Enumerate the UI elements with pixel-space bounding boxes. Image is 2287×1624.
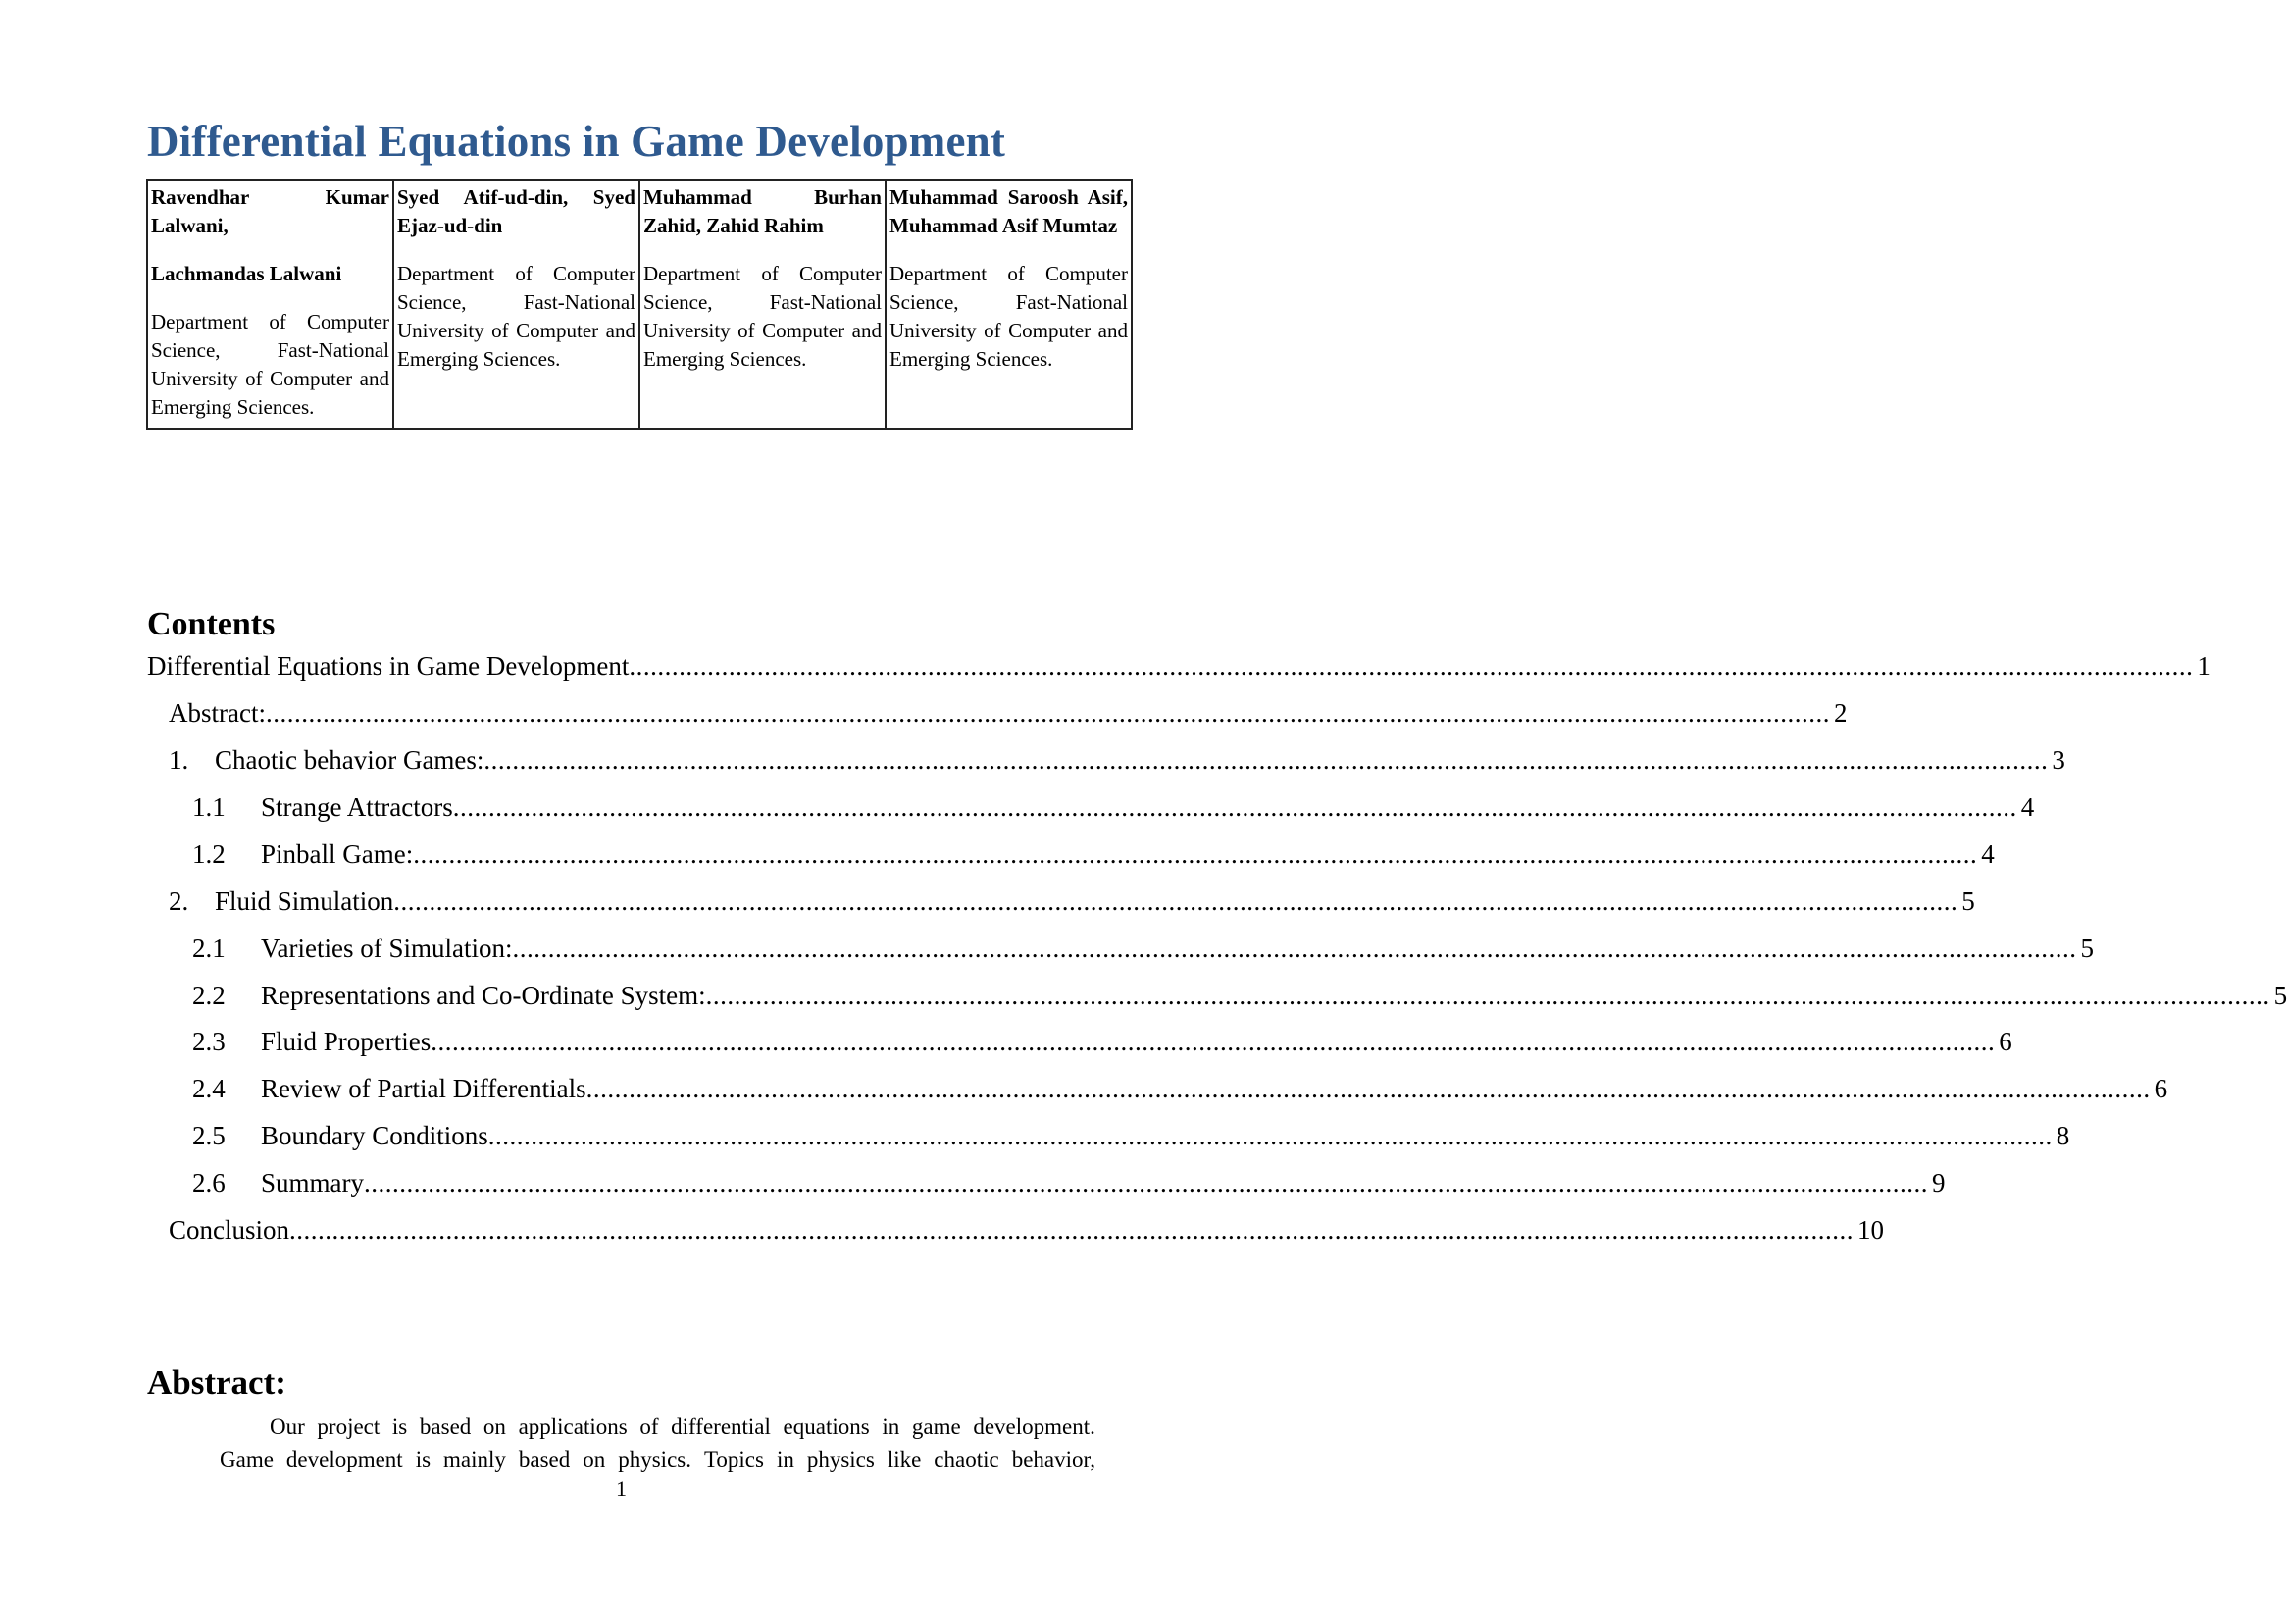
author-name: Lachmandas Lalwani — [151, 262, 342, 285]
toc-entry-text: Conclusion — [169, 1215, 290, 1244]
toc-entry-text: Differential Equations in Game Development — [147, 651, 630, 681]
page-number: 1 — [616, 1476, 627, 1500]
toc-leader: ............................................................................................................................................................................................................................ — [629, 651, 2194, 681]
author-cell-2 — [393, 180, 639, 429]
toc-entry-text: Strange Attractors — [261, 792, 453, 822]
document-title: Differential Equations in Game Development — [147, 117, 1006, 166]
author-affiliation: Department of Computer Science, Fast-National University of Computer and Emerging Sciences. — [889, 262, 1128, 371]
toc-leader: ............................................................................................................................................................................................................................ — [431, 1027, 1996, 1056]
author-name: Ravendhar Kumar Lalwani, — [151, 185, 389, 237]
toc-entry[interactable] — [192, 1121, 2070, 1154]
toc-page-number: 2 — [1833, 698, 1848, 728]
toc-entry[interactable] — [192, 1027, 2012, 1060]
toc-entry[interactable] — [169, 1215, 1885, 1248]
toc-page-number: 5 — [2273, 981, 2287, 1010]
toc-entry[interactable] — [169, 887, 1975, 920]
authors-table — [146, 179, 1133, 430]
author-name: Muhammad Burhan Zahid, Zahid Rahim — [643, 185, 882, 237]
toc-entry-text: Pinball Game: — [261, 839, 414, 869]
author-cell-3 — [639, 180, 886, 429]
toc-entry-number: 1. — [169, 745, 189, 775]
toc-entry-number: 2.6 — [192, 1168, 226, 1197]
toc-entry-number: 1.2 — [192, 839, 226, 869]
contents-heading: Contents — [147, 606, 276, 642]
toc-entry-text: Representations and Co-Ordinate System: — [261, 981, 706, 1010]
toc-entry[interactable] — [147, 651, 2211, 685]
author-cell-1 — [147, 180, 393, 429]
toc-entry-number: 2.3 — [192, 1027, 226, 1056]
toc-leader: ............................................................................................................................................................................................................................ — [585, 1074, 2151, 1103]
toc-entry[interactable] — [192, 981, 2287, 1014]
toc-leader: ............................................................................................................................................................................................................................ — [289, 1215, 1855, 1244]
toc-page-number: 9 — [1932, 1168, 1946, 1197]
toc-entry-text: Varieties of Simulation: — [261, 934, 513, 963]
author-name: Syed Atif-ud-din, Syed Ejaz-ud-din — [397, 185, 635, 237]
toc-entry[interactable] — [192, 934, 2094, 967]
toc-leader: ............................................................................................................................................................................................................................ — [364, 1168, 1928, 1197]
abstract-line-1: Our project is based on applications of differential equations in game development. — [270, 1414, 1095, 1439]
toc-entry[interactable] — [192, 839, 1995, 873]
toc-page-number: 10 — [1857, 1215, 1885, 1244]
author-affiliation: Department of Computer Science, Fast-National University of Computer and Emerging Sciences. — [643, 262, 882, 371]
toc-entry[interactable] — [192, 1168, 1946, 1201]
author-affiliation: Department of Computer Science, Fast-National University of Computer and Emerging Sciences. — [151, 310, 389, 419]
author-affiliation: Department of Computer Science, Fast-National University of Computer and Emerging Sciences. — [397, 262, 635, 371]
toc-entry-number: 2.5 — [192, 1121, 226, 1150]
author-name: Muhammad Saroosh Asif, Muhammad Asif Mumtaz — [889, 185, 1128, 237]
toc-entry-number: 2. — [169, 887, 189, 916]
toc-leader: ............................................................................................................................................................................................................................ — [487, 1121, 2053, 1150]
toc-entry-text: Review of Partial Differentials — [261, 1074, 586, 1103]
toc-entry[interactable] — [192, 792, 2035, 826]
toc-entry-number: 2.4 — [192, 1074, 226, 1103]
toc-page-number: 5 — [1961, 887, 1975, 916]
toc-leader: ............................................................................................................................................................................................................................ — [265, 698, 1830, 728]
toc-leader: ............................................................................................................................................................................................................................ — [413, 839, 1978, 869]
toc-entry-text: Chaotic behavior Games: — [215, 745, 484, 775]
author-cell-4 — [886, 180, 1132, 429]
toc-page-number: 4 — [2020, 792, 2035, 822]
toc-entry-text: Fluid Simulation — [215, 887, 394, 916]
toc-page-number: 6 — [1999, 1027, 2012, 1056]
toc-page-number: 5 — [2080, 934, 2094, 963]
toc-leader: ............................................................................................................................................................................................................................ — [452, 792, 2017, 822]
toc-leader: ............................................................................................................................................................................................................................ — [705, 981, 2270, 1010]
toc-entry-number: 2.2 — [192, 981, 226, 1010]
toc-entry-text: Abstract: — [169, 698, 266, 728]
toc-entry[interactable] — [192, 1074, 2168, 1107]
abstract-heading: Abstract: — [147, 1363, 286, 1401]
abstract-line-2: Game development is mainly based on physics. Topics in physics like chaotic behavior, — [220, 1447, 1095, 1472]
toc-page-number: 8 — [2056, 1121, 2070, 1150]
toc-entry-text: Fluid Properties — [261, 1027, 432, 1056]
toc-page-number: 3 — [2052, 745, 2065, 775]
toc-entry-number: 2.1 — [192, 934, 226, 963]
toc-entry-number: 1.1 — [192, 792, 226, 822]
authors-row — [147, 180, 1132, 429]
toc-entry[interactable] — [169, 698, 1848, 732]
toc-entry-text: Summary — [261, 1168, 364, 1197]
toc-page-number: 4 — [1981, 839, 1995, 869]
toc-leader: ............................................................................................................................................................................................................................ — [483, 745, 2049, 775]
toc-leader: ............................................................................................................................................................................................................................ — [393, 887, 1958, 916]
toc-leader: ............................................................................................................................................................................................................................ — [512, 934, 2077, 963]
toc-entry-text: Boundary Conditions — [261, 1121, 488, 1150]
toc-page-number: 1 — [2197, 651, 2211, 681]
toc-page-number: 6 — [2154, 1074, 2168, 1103]
toc-entry[interactable] — [169, 745, 2065, 779]
